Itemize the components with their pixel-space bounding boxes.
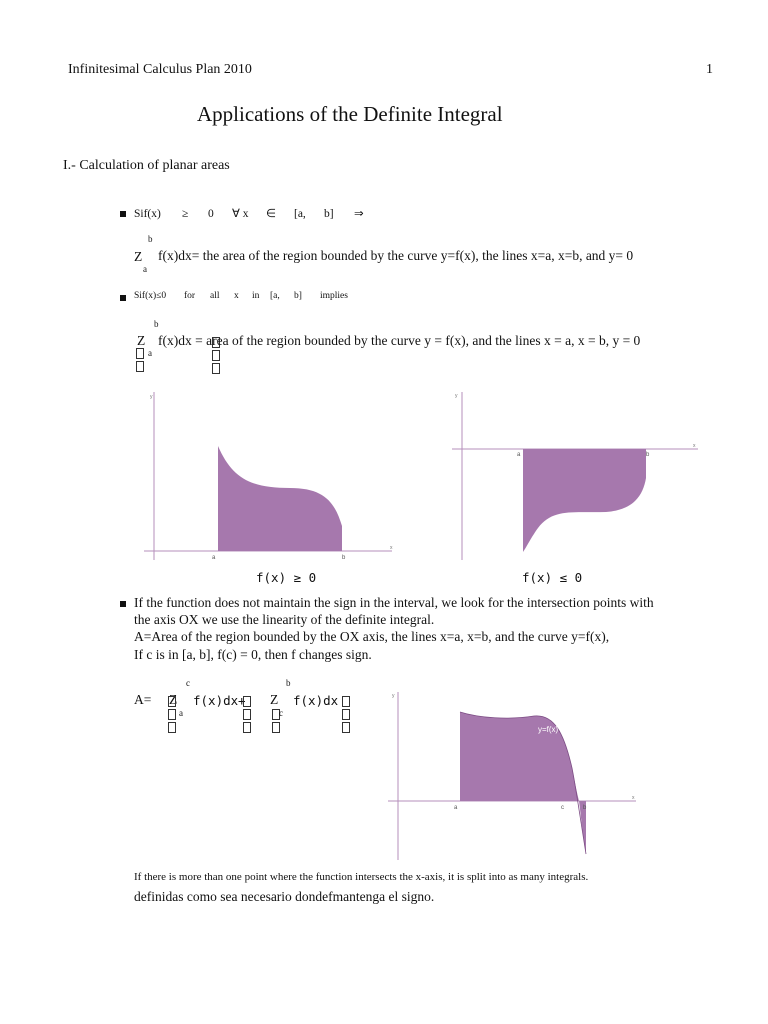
shaded-region xyxy=(218,446,342,551)
figure-sign-change-area xyxy=(384,688,644,863)
x-axis-label: x xyxy=(390,545,393,551)
missing-glyph-box xyxy=(212,361,220,379)
running-header: Infinitesimal Calculus Plan 2010 xyxy=(68,62,252,77)
condition-token: ∈ xyxy=(266,208,277,220)
label-c: c xyxy=(561,805,564,811)
figure-positive-area xyxy=(140,388,400,568)
missing-glyph-box xyxy=(243,720,251,738)
missing-glyph-box xyxy=(272,720,280,738)
integral-upper-limit: c xyxy=(186,678,190,688)
formula-prefix: A= xyxy=(134,692,152,707)
y-axis-label: y xyxy=(455,393,458,399)
footer-line2: definidas como sea necesario dondefmantenga el signo. xyxy=(134,889,435,904)
y-axis-label: y xyxy=(150,394,153,400)
y-axis-label: y xyxy=(392,693,395,699)
shaded-region xyxy=(523,449,646,552)
condition-token: Sif(x) xyxy=(134,208,161,220)
missing-glyph-box xyxy=(168,720,176,738)
bullet1-text: f(x)dx= the area of the region bounded by the curve y=f(x), the lines x=a, x=b, and y= 0 xyxy=(158,248,634,263)
label-a: a xyxy=(212,555,216,561)
bullet2-condition xyxy=(134,291,348,301)
integral-lower-limit: a xyxy=(143,264,147,274)
page-title: Applications of the Definite Integral xyxy=(197,102,503,126)
footer-line1: If there is more than one point where the function intersects the x-axis, it is split into as many integrals. xyxy=(134,871,589,883)
curve-label: y=f(x) xyxy=(560,518,581,527)
condition-token: [a, xyxy=(270,291,280,301)
condition-token: implies xyxy=(320,291,348,301)
integral-sign: Z xyxy=(137,333,146,348)
label-a: a xyxy=(454,805,458,811)
missing-glyph-box xyxy=(342,720,350,738)
bullet3-line1: If the function does not maintain the sign in the interval, we look for the intersection points with xyxy=(134,595,654,610)
missing-glyph-box xyxy=(136,359,144,377)
caption-positive: f(x) ≥ 0 xyxy=(256,570,317,585)
integral-upper-limit: b xyxy=(286,678,291,688)
curve-label: y=f(x) xyxy=(266,471,287,480)
condition-token: [a, xyxy=(294,208,306,220)
integral-lower-limit: a xyxy=(148,348,152,358)
integral-lower-limit: a xyxy=(179,708,183,718)
shaded-region-positive xyxy=(460,712,579,801)
condition-token: all xyxy=(210,291,220,301)
bullet3-line4: If c is in [a, b], f(c) = 0, then f changes sign. xyxy=(134,647,372,662)
integral-sign: Z xyxy=(270,692,279,707)
label-a: a xyxy=(517,452,521,458)
caption-negative: f(x) ≤ 0 xyxy=(522,570,583,585)
bullet-marker xyxy=(120,211,126,217)
bullet-marker xyxy=(120,295,126,301)
formula-term1: f(x)dx xyxy=(193,693,239,708)
formula-term2: f(x)dx xyxy=(293,693,339,708)
condition-token: for xyxy=(184,291,196,301)
figure-negative-area xyxy=(448,388,708,568)
curve-label: y=f(x) xyxy=(538,725,559,734)
integral-sign: Z xyxy=(169,692,178,707)
bullet1-condition xyxy=(134,206,364,220)
integral-upper-limit: b xyxy=(148,234,153,244)
label-b: b xyxy=(583,805,587,811)
label-b: b xyxy=(646,452,650,458)
section-heading: I.- Calculation of planar areas xyxy=(63,158,230,173)
condition-token: ≥ xyxy=(182,208,189,220)
condition-token: ∀ x xyxy=(232,208,249,220)
page-number: 1 xyxy=(706,62,713,77)
label-b: b xyxy=(342,555,346,561)
bullet3-line2: the axis OX we use the linearity of the definite integral. xyxy=(134,612,435,627)
condition-token: Sif(x)≤0 xyxy=(134,291,167,301)
condition-token: in xyxy=(252,291,260,301)
condition-token: 0 xyxy=(208,208,214,220)
x-axis-label: x xyxy=(693,443,696,449)
x-axis-label: x xyxy=(632,795,635,801)
condition-token: b] xyxy=(294,291,302,301)
formula-plus: + xyxy=(238,693,246,708)
integral-upper-limit: b xyxy=(154,319,159,329)
bullet3-line3: A=Area of the region bounded by the OX axis, the lines x=a, x=b, and the curve y=f(x), xyxy=(134,629,610,644)
bullet-marker xyxy=(120,601,126,607)
condition-token: ⇒ xyxy=(354,208,364,220)
integral-lower-limit: c xyxy=(279,708,283,718)
bullet2-text: f(x)dx = area of the region bounded by the curve y = f(x), and the lines x = a, x = b, y = 0 xyxy=(158,333,641,348)
condition-token: x xyxy=(234,291,239,301)
integral-sign: Z xyxy=(134,249,143,264)
condition-token: b] xyxy=(324,208,334,220)
